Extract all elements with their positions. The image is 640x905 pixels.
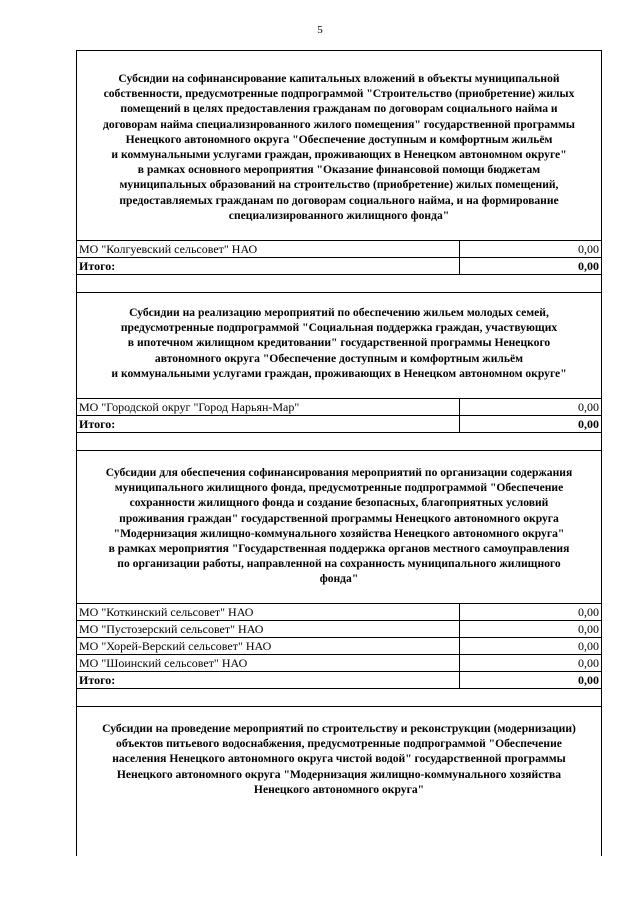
title-line: муниципального жилищного фонда, предусмотренные подпрограммой "Обеспечение <box>114 481 564 495</box>
title-line: населения Ненецкого автономного округа чистой водой" государственной программы <box>112 752 566 766</box>
title-line: по организации работы, направленной на сохранность муниципального жилищного <box>117 557 561 571</box>
section-title <box>77 451 601 587</box>
amount-value: 0,00 <box>578 639 599 653</box>
title-line: помещений в целях предоставления гражданам по договорам социального найма и <box>120 102 558 116</box>
total-row <box>77 671 601 688</box>
title-line: муниципальных образований на строительство (приобретение) жилых помещений, <box>119 178 559 192</box>
municipality-name: МО "Городской округ "Город Нарьян-Мар" <box>77 399 460 415</box>
title-line: Ненецкого автономного округа "Модернизация жилищно-коммунального хозяйства <box>116 767 562 781</box>
amount-value: 0,00 <box>578 605 599 619</box>
title-line: Субсидии на проведение мероприятий по строительству и реконструкции (модернизации) <box>102 722 576 735</box>
table-row <box>77 398 601 415</box>
section-heading <box>77 292 601 398</box>
table-row <box>77 637 601 654</box>
municipality-name: МО "Пустозерский сельсовет" НАО <box>77 621 460 637</box>
section-heading <box>77 706 601 837</box>
total-label: Итого: <box>77 258 460 274</box>
total-row <box>77 257 601 274</box>
spacer-row <box>77 432 601 450</box>
spacer-row <box>77 274 601 292</box>
section-title <box>77 51 601 223</box>
title-line: специализированного жилищного фонда" <box>228 208 450 222</box>
title-line: Ненецкого автономного округа" <box>253 782 425 796</box>
section-heading <box>77 450 601 603</box>
table-row <box>77 603 601 620</box>
title-line: проживания граждан" государственной программы Ненецкого автономного округа <box>119 511 559 525</box>
amount-value: 0,00 <box>578 242 599 256</box>
title-line: и коммунальными услугами граждан, проживающих в Ненецком автономном округе" <box>111 366 567 380</box>
title-line: и коммунальными услугами граждан, проживающих в Ненецком автономном округе" <box>111 148 567 162</box>
title-line: договорам найма специализированного жилого помещения" государственной программы <box>103 117 575 131</box>
title-line: в рамках мероприятия "Государственная поддержка органов местного самоуправления <box>108 542 570 556</box>
municipality-name: МО "Колгуевский сельсовет" НАО <box>77 241 460 257</box>
total-label: Итого: <box>77 672 460 688</box>
title-line: предусмотренные подпрограммой "Социальная поддержка граждан, участвующих <box>120 321 558 335</box>
section-heading <box>77 51 601 240</box>
title-line: объектов питьевого водоснабжения, предусмотренные подпрограммой "Обеспечение <box>116 737 562 751</box>
amount-value: 0,00 <box>578 400 599 414</box>
title-line: Субсидии для обеспечения софинансирования мероприятий по организации содержания <box>105 466 573 479</box>
title-line: фонда" <box>319 572 359 586</box>
title-line: предоставляемых гражданам по договорам социального найма, и на формирование <box>119 193 559 207</box>
title-line: Субсидии на софинансирование капитальных вложений в объекты муниципальной <box>118 72 560 85</box>
section-title <box>77 293 601 381</box>
title-line: в рамках основного мероприятия "Оказание финансовой помощи бюджетам <box>137 163 541 177</box>
municipality-name: МО "Коткинский сельсовет" НАО <box>77 604 460 620</box>
table-row <box>77 240 601 257</box>
spacer-row <box>77 688 601 706</box>
municipality-name: МО "Хорей-Верский сельсовет" НАО <box>77 638 460 654</box>
amount-value: 0,00 <box>578 656 599 670</box>
subsidies-table <box>76 50 602 856</box>
title-line: сохранности жилищного фонда и создание безопасных, благоприятных условий <box>129 496 549 510</box>
table-row <box>77 654 601 671</box>
total-value: 0,00 <box>578 673 599 687</box>
title-line: Субсидии на реализацию мероприятий по обеспечению жильем молодых семей, <box>129 306 549 319</box>
page-number: 5 <box>317 24 323 36</box>
total-row <box>77 415 601 432</box>
section-title <box>77 707 601 797</box>
total-value: 0,00 <box>578 259 599 273</box>
title-line: собственности, предусмотренные подпрограммой "Строительство (приобретение) жилых <box>103 87 575 101</box>
title-line: "Модернизация жилищно-коммунального хозяйства Ненецкого автономного округа" <box>113 526 565 540</box>
title-line: в ипотечном жилищном кредитовании" государственной программы Ненецкого <box>127 336 551 350</box>
municipality-name: МО "Шоинский сельсовет" НАО <box>77 655 460 671</box>
title-line: Ненецкого автономного округа "Обеспечение доступным и комфортным жильём <box>125 132 553 146</box>
total-label: Итого: <box>77 416 460 432</box>
table-row <box>77 620 601 637</box>
total-value: 0,00 <box>578 417 599 431</box>
title-line: автономного округа "Обеспечение доступным и комфортным жильём <box>154 351 524 365</box>
amount-value: 0,00 <box>578 622 599 636</box>
